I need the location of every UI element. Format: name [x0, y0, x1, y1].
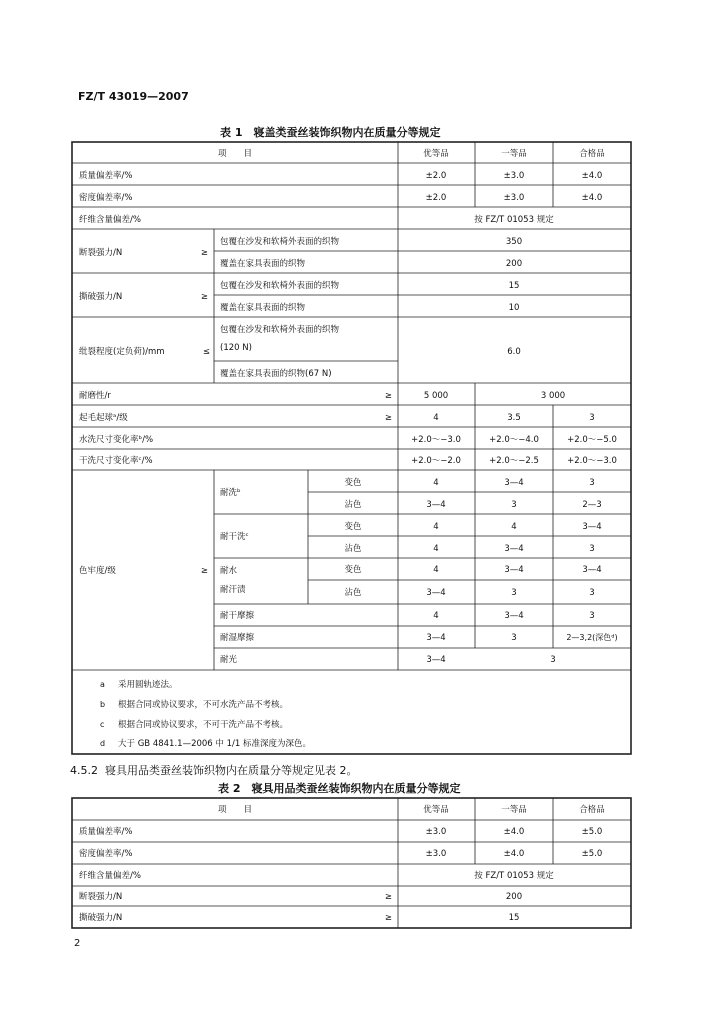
t1-cf-water-c3: 3—4 [582, 565, 602, 575]
t1-note-c-mark: c [100, 720, 105, 729]
t1-breaking-sym: ≥ [200, 248, 208, 258]
t2-fiber-label: 纤维含量偏差/% [79, 871, 141, 881]
t2-tearing-sym: ≥ [384, 913, 392, 923]
t1-note-c: 根据合同或协议要求，不可干洗产品不考核。 [118, 720, 289, 730]
t1-fiber-value: 按 FZ/T 01053 规定 [474, 215, 554, 225]
t1-cf-light-v1: 3—4 [426, 655, 446, 665]
t1-abrasion-v1: 5 000 [423, 391, 449, 401]
t1-washdim-v3: +2.0～−5.0 [567, 435, 617, 445]
t1-seam-value: 6.0 [507, 347, 521, 357]
t2-mass-v1: ±3.0 [425, 827, 447, 837]
t1-head-item: 项 目 [217, 149, 253, 159]
t1-pilling-sym: ≥ [384, 413, 392, 423]
t1-cf-dry-s1: 4 [433, 544, 439, 554]
t1-seam-sub2: 覆盖在家具表面的织物(67 N) [220, 369, 332, 379]
t1-pilling-label: 起毛起球ᵃ/级 [79, 413, 128, 423]
t1-drydim-v3: +2.0～−3.0 [567, 456, 617, 466]
t2-breaking-sym: ≥ [384, 892, 392, 902]
t1-drydim-label: 干洗尺寸变化率ᶜ/% [79, 456, 153, 466]
t1-cf-wash-c3: 3 [589, 478, 595, 488]
t1-cf-wash-label: 耐洗ᵇ [220, 488, 241, 498]
t1-cf-wash-s2: 3 [511, 500, 517, 510]
t2-head-grade2: 一等品 [501, 805, 527, 815]
t1-seam-sym: ≤ [202, 347, 210, 357]
t1-mass-v2: ±3.0 [503, 171, 525, 181]
t1-abrasion-v23: 3 000 [540, 391, 566, 401]
t1-fiber-label: 纤维含量偏差/% [79, 215, 141, 225]
t1-density-v3: ±4.0 [581, 193, 603, 203]
t1-cf-dryrub-label: 耐干摩擦 [220, 611, 255, 621]
t1-cf-light-label: 耐光 [220, 655, 238, 665]
t1-cf-dry-s3: 3 [589, 544, 595, 554]
t1-breaking-sub2: 覆盖在家具表面的织物 [220, 259, 306, 269]
t1-cf-dryrub-v1: 4 [433, 611, 439, 621]
t1-cf-water-c2: 3—4 [504, 565, 524, 575]
section-text: 寝具用品类蚕丝装饰织物内在质量分等规定见表 2。 [105, 764, 358, 777]
t2-density-v3: ±5.0 [581, 849, 603, 859]
t1-abrasion-sym: ≥ [384, 391, 392, 401]
t1-breaking-label: 断裂强力/N [79, 248, 123, 258]
t1-note-a: 采用圆轨迹法。 [118, 680, 178, 690]
t1-tearing-sym: ≥ [200, 292, 208, 302]
t1-mass-v1: ±2.0 [425, 171, 447, 181]
t1-tearing-label: 撕破强力/N [79, 292, 123, 302]
t1-cf-dry-c1: 4 [433, 522, 439, 532]
t1-note-d-mark: d [100, 739, 106, 748]
t2-mass-v3: ±5.0 [581, 827, 603, 837]
standard-number: FZ/T 43019—2007 [78, 90, 189, 103]
t1-cf-dryrub-v2: 3—4 [504, 611, 524, 621]
t1-cf-dry-label: 耐干洗ᶜ [220, 532, 249, 542]
t2-mass-label: 质量偏差率/% [79, 827, 133, 837]
page-number: 2 [74, 938, 81, 949]
t1-cf-water-stain: 沾色 [344, 588, 362, 598]
t1-cf-dry-change: 变色 [344, 522, 362, 532]
t1-cf-water-c1: 4 [433, 565, 439, 575]
t1-note-a-mark: a [100, 680, 105, 689]
t1-cf-dry-stain: 沾色 [344, 544, 362, 554]
t1-breaking-sub1: 包覆在沙发和软椅外表面的织物 [220, 237, 340, 247]
t1-cf-dryrub-v3: 3 [589, 611, 595, 621]
t2-density-label: 密度偏差率/% [79, 849, 133, 859]
t1-cf-water-s1: 3—4 [426, 588, 446, 598]
t1-cf-water-s3: 3 [589, 588, 595, 598]
t2-breaking-label: 断裂强力/N [79, 892, 123, 902]
t2-mass-v2: ±4.0 [503, 827, 525, 837]
t2-fiber-value: 按 FZ/T 01053 规定 [474, 871, 554, 881]
t1-cf-wash-c2: 3—4 [504, 478, 524, 488]
t1-cf-wetrub-v2: 3 [511, 633, 517, 643]
t1-washdim-v1: +2.0～−3.0 [411, 435, 461, 445]
section-4-5-2 [70, 762, 358, 778]
t1-breaking-val2: 200 [505, 259, 523, 269]
t1-density-label: 密度偏差率/% [79, 193, 133, 203]
t1-cf-wetrub-v1: 3—4 [426, 633, 446, 643]
t1-pilling-v1: 4 [433, 413, 439, 423]
t2-density-v1: ±3.0 [425, 849, 447, 859]
t1-drydim-v2: +2.0～−2.5 [489, 456, 539, 466]
t1-abrasion-label: 耐磨性/r [79, 391, 111, 401]
t1-tearing-sub2: 覆盖在家具表面的织物 [220, 303, 306, 313]
t1-cf-wash-stain: 沾色 [344, 500, 362, 510]
t1-cf-water-label2: 耐汗渍 [220, 585, 246, 595]
t1-pilling-v3: 3 [589, 413, 595, 423]
table2 [0, 796, 716, 936]
t1-cf-dry-c2: 4 [511, 522, 517, 532]
t2-head-item: 项 目 [217, 805, 253, 815]
t1-seam-sub1b: (120 N) [220, 343, 252, 353]
t1-washdim-label: 水洗尺寸变化率ᵇ/% [79, 435, 154, 445]
t1-cf-water-change: 变色 [344, 565, 362, 575]
t1-density-v1: ±2.0 [425, 193, 447, 203]
t1-cf-wetrub-label: 耐湿摩擦 [220, 633, 255, 643]
t1-tearing-val1: 15 [508, 281, 520, 291]
t1-tearing-val2: 10 [508, 303, 520, 313]
t1-seam-sub1a: 包覆在沙发和软椅外表面的织物 [220, 325, 340, 335]
t1-head-grade2: 一等品 [501, 149, 527, 159]
t1-tearing-sub1: 包覆在沙发和软椅外表面的织物 [220, 281, 340, 291]
t1-cf-water-s2: 3 [511, 588, 517, 598]
t1-cf-wash-c1: 4 [433, 478, 439, 488]
t1-head-grade3: 合格品 [579, 149, 605, 159]
t1-cf-dry-s2: 3—4 [504, 544, 524, 554]
t1-colorfast-label: 色牢度/级 [79, 566, 116, 576]
t1-cf-wetrub-v3: 2—3,2(深色ᵈ) [566, 633, 618, 642]
t1-density-v2: ±3.0 [503, 193, 525, 203]
t1-mass-v3: ±4.0 [581, 171, 603, 181]
t1-cf-wash-change: 变色 [344, 478, 362, 488]
t1-note-b: 根据合同或协议要求，不可水洗产品不考核。 [118, 700, 289, 710]
section-number: 4.5.2 [70, 764, 98, 777]
t2-head-grade1: 优等品 [423, 805, 449, 815]
t2-tearing-label: 撕破强力/N [79, 913, 123, 923]
t1-note-d: 大于 GB 4841.1—2006 中 1/1 标准深度为深色。 [118, 739, 311, 749]
t1-mass-label: 质量偏差率/% [79, 171, 133, 181]
t1-breaking-val1: 350 [505, 237, 523, 247]
t1-drydim-v1: +2.0～−2.0 [411, 456, 461, 466]
t1-cf-wash-s3: 2—3 [582, 500, 602, 510]
t1-cf-light-v23: 3 [550, 655, 556, 665]
t1-note-b-mark: b [100, 700, 106, 709]
table1-caption: 表 1 寝盖类蚕丝装饰织物内在质量分等规定 [220, 126, 441, 139]
t2-breaking-value: 200 [505, 892, 523, 902]
t1-cf-dry-c3: 3—4 [582, 522, 602, 532]
t1-seam-label: 纰裂程度(定负荷)/mm [79, 347, 165, 357]
t2-density-v2: ±4.0 [503, 849, 525, 859]
t1-cf-water-label1: 耐水 [220, 566, 238, 576]
t2-tearing-value: 15 [508, 913, 520, 923]
t1-head-grade1: 优等品 [423, 149, 449, 159]
t1-cf-wash-s1: 3—4 [426, 500, 446, 510]
t2-head-grade3: 合格品 [579, 805, 605, 815]
t1-colorfast-sym: ≥ [200, 566, 208, 576]
t1-pilling-v2: 3.5 [507, 413, 521, 423]
table2-caption: 表 2 寝具用品类蚕丝装饰织物内在质量分等规定 [218, 782, 461, 795]
t1-washdim-v2: +2.0～−4.0 [489, 435, 539, 445]
